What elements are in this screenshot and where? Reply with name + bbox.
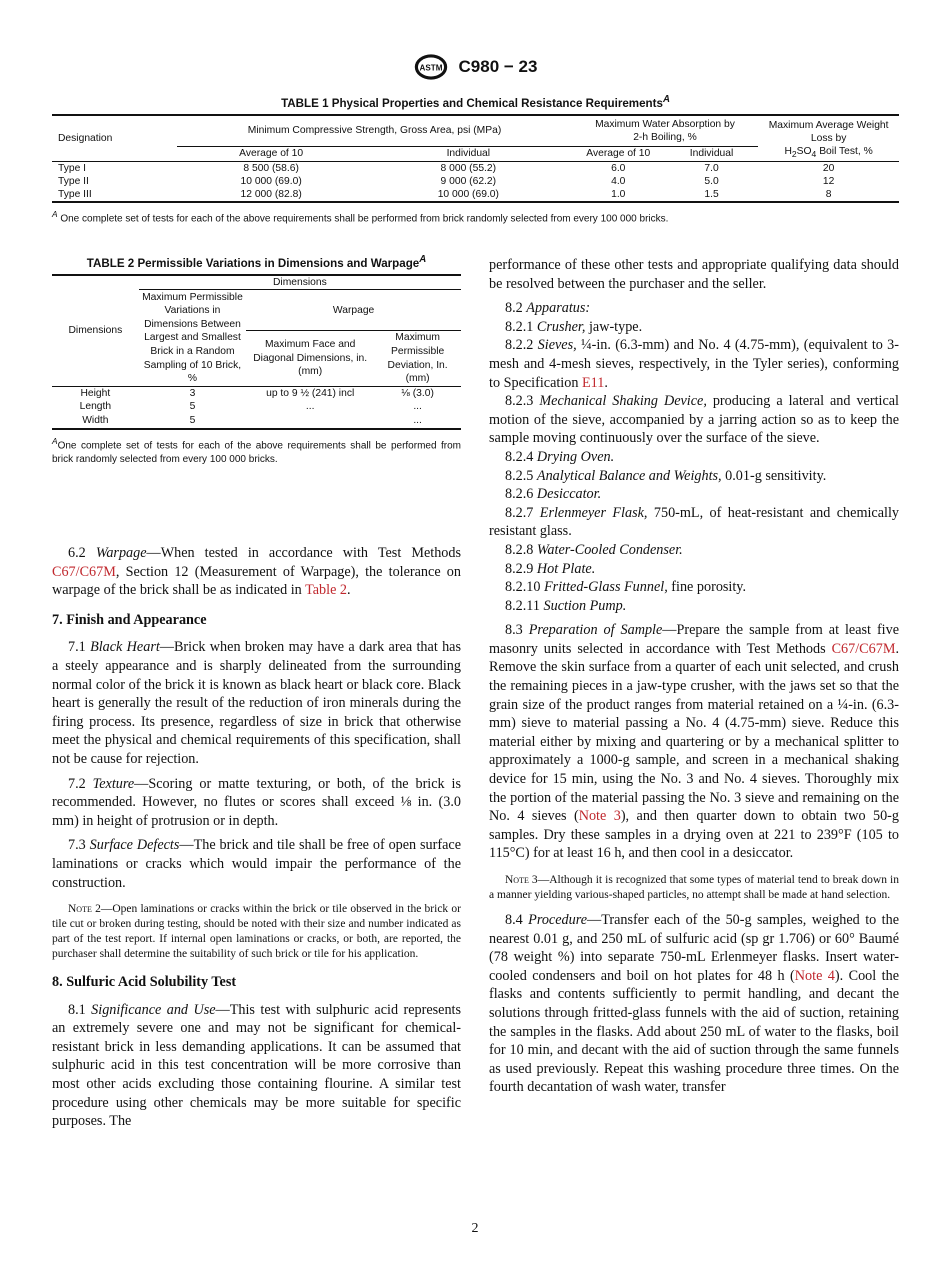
- section-7-heading: 7. Finish and Appearance: [52, 611, 207, 628]
- table-cell: Type III: [58, 188, 92, 200]
- table-cell: 8: [825, 188, 832, 200]
- doc-number: C980 − 23: [458, 57, 538, 76]
- link-c67-b[interactable]: C67/C67M: [831, 640, 896, 657]
- note-2: Note 2—Open laminations or cracks within the brick or tile observed in the brick or tile cut or broken during testing, should be noted with their size and number indicated as part of the test report. If internal open laminations or cracks, or both, are reported, the purchaser shall determine the suitability of such brick or tile for his application.: [52, 903, 461, 961]
- table-1-grid: [52, 114, 899, 203]
- svg-text:ASTM: ASTM: [419, 63, 442, 73]
- table-row: [52, 188, 899, 202]
- table-cell: 8 500 (58.6): [243, 162, 299, 174]
- table-cell: 20: [822, 162, 835, 174]
- t2-head-face-diag: Maximum Face and Diagonal Dimensions, in. (mm): [246, 331, 374, 386]
- t2-head-dimensions: Dimensions: [52, 275, 139, 386]
- table-row: [52, 414, 461, 429]
- table-cell: 3: [189, 387, 196, 399]
- para-8-2-2: 8.2.2 Sieves, ¼-in. (6.3-mm) and No. 4 (4.75-mm), (equivalent to 3-mesh and 4-mesh sieves, respectively, in the Tyler series), conforming to Specification E11.: [489, 337, 899, 391]
- t1-head-designation: Designation: [52, 115, 177, 162]
- para-8-2: 8.2 Apparatus:: [505, 300, 591, 317]
- para-6-2: 6.2 Warpage—When tested in accordance with Test Methods C67/C67M, Section 12 (Measurement of Warpage), the tolerance on warpage of the brick shall be as indicated in Table 2.: [52, 545, 461, 599]
- para-8-2-8: 8.2.8 Water-Cooled Condenser.: [505, 541, 683, 558]
- t2-head-dimensions-group: Dimensions: [139, 275, 461, 290]
- para-8-1: 8.1 Significance and Use—This test with sulphuric acid represents an extremely severe one and may not be significant for chemical-resistant brick in less demanding applications. It can be assumed that sulphuric acid in this test concentration will be more corrosive than most other acids excluding those containing flourine. A similar test procedure using other chemicals may be more suitable for specific purposes. The: [52, 1001, 461, 1130]
- table-2-caption: TABLE 2 Permissible Variations in Dimensions and Warpage$^A$: [86, 254, 427, 270]
- t2-head-max-dev: Maximum Permissible Deviation, In. (mm): [374, 331, 461, 386]
- table-cell: Type I: [58, 162, 87, 174]
- t1-head-weightloss: Maximum Average Weight Loss by $H_2SO_4$ Boil Test, %: [758, 115, 899, 162]
- table-row: [52, 161, 899, 175]
- left-column: [52, 544, 461, 1131]
- t1-head-compressive: Minimum Compressive Strength, Gross Area, psi (MPa): [177, 115, 571, 147]
- para-8-2-1: 8.2.1 Crusher, jaw-type.: [505, 318, 643, 335]
- table-cell: 12 000 (82.8): [240, 188, 302, 200]
- table-row: [52, 386, 461, 400]
- link-table-2[interactable]: Table 2: [305, 582, 348, 599]
- table-cell: 1.5: [704, 188, 719, 200]
- table-row: [52, 175, 899, 188]
- table-cell: Type II: [58, 175, 89, 187]
- link-c67[interactable]: C67/C67M: [52, 563, 116, 580]
- note-3: Note 3—Although it is recognized that some types of material tend to break down in a manner yielding various-shaped particles, no attempt shall be made at hand selection.: [489, 874, 899, 901]
- t1-head-avg-b: Average of 10: [572, 146, 665, 161]
- table-cell: 4.0: [611, 175, 626, 187]
- para-7-3: 7.3 Surface Defects—The brick and tile shall be free of open surface laminations or cracks which would impair the performance of the construction.: [52, 837, 461, 891]
- para-8-2-3: 8.2.3 Mechanical Shaking Device, producing a lateral and vertical motion of the sieve, accompanied by a jarring action so as to keep the sample moving continuously over the surface of the sieve.: [489, 393, 899, 447]
- para-8-2-10: 8.2.10 Fritted-Glass Funnel, fine porosity.: [505, 579, 747, 596]
- table-cell: 12: [822, 175, 835, 187]
- page-header: [0, 52, 950, 82]
- table-cell: Length: [79, 401, 112, 413]
- table-cell: 5: [189, 415, 196, 427]
- table-cell: ...: [413, 415, 422, 427]
- link-note-3[interactable]: Note 3: [578, 808, 621, 825]
- table-cell: 10 000 (69.0): [240, 175, 302, 187]
- table-cell: 8 000 (55.2): [440, 162, 497, 174]
- para-8-2-4: 8.2.4 Drying Oven.: [505, 448, 615, 465]
- link-e11[interactable]: E11: [581, 374, 605, 391]
- t1-head-ind: Individual: [365, 146, 572, 161]
- table-1-footnote: $^A$ One complete set of tests for each of the above requirements shall be performed from brick randomly selected from every 100 000 bricks.: [52, 208, 669, 225]
- table-cell: 5: [189, 401, 196, 413]
- right-column: [489, 256, 899, 1097]
- table-cell: [246, 414, 374, 429]
- table-cell: up to 9 ½ (241) incl: [266, 387, 355, 399]
- table-cell: Height: [80, 387, 111, 399]
- para-8-1-cont: performance of these other tests and appropriate qualifying data should be resolved between the purchaser and the seller.: [489, 257, 899, 292]
- t2-head-warpage: Warpage: [246, 290, 461, 331]
- table-2-footnote: $^A$One complete set of tests for each of the above requirements shall be performed from brick randomly selected from every 100 000 bricks.: [52, 435, 461, 465]
- para-8-2-9: 8.2.9 Hot Plate.: [505, 560, 596, 577]
- table-cell: 9 000 (62.2): [440, 175, 497, 187]
- table-cell: 5.0: [704, 175, 719, 187]
- para-8-4: 8.4 Procedure—Transfer each of the 50-g samples, weighed to the nearest 0.01 g, and 250 mL of sulfuric acid (sp gr 1.706) or 60° Baumé (78 weight %) into separate 750-mL Erlenmeyer flasks. Insert water-cooled condensers and boil on hot plates for 48 h (Note 4). Cool the flasks and contents sufficiently to permit handling, and decant the solutions through fritted-glass funnels with the aid of suction, retaining the samples in the flasks. Add about 250 mL of water to the flasks, boil for 10 min, and decant with the aid of suction through the same funnels as used previously. Repeat this washing procedure three times. On the fourth decantation of wash water, transfer: [489, 912, 899, 1096]
- t1-head-ind-b: Individual: [665, 146, 758, 161]
- table-1-caption: TABLE 1 Physical Properties and Chemical Resistance Requirements$^A$: [281, 94, 670, 110]
- t1-head-avg: Average of 10: [177, 146, 365, 161]
- astm-logo-icon: [413, 52, 449, 82]
- para-8-3: 8.3 Preparation of Sample—Prepare the sample from at least five masonry units selected in accordance with Test Methods C67/C67M. Remove the skin surface from a quarter of each unit selected, and crush the remaining pieces in a jaw-type crusher, with the jaws set so that the grain size of the product ranges from material retained on a ¼-in. (6.3-mm) sieve to material passing a No. 4 (4.75-mm) sieve. Reduce this material either by mixing and quartering or by a mechanical splitter to approximately a 1000-g sample, and screen in a mechanical shaking device for 15 min, using the No. 3 and No. 4 sieves. Thoroughly mix the portion of the material passing the No. 3 sieve and remaining on the No. 4 sieves (Note 3), and then quarter down to obtain two 50-g samples. Dry these samples in a drying oven at 221 to 239°F (105 to 115°C) for at least 16 h, and then cool in a desiccator.: [489, 622, 900, 862]
- t2-head-max-variation: Maximum Permissible Variations in Dimensions Between Largest and Smallest Brick in a Random Sampling of 10 Brick, %: [139, 290, 246, 386]
- table-cell: ...: [305, 401, 315, 413]
- table-cell: 6.0: [611, 162, 626, 174]
- table-1: [52, 94, 899, 226]
- para-7-2: 7.2 Texture—Scoring or matte texturing, or both, of the brick is recommended. However, no flutes or scores shall exceed ⅛ in. (3.0 mm) in height of protrusion or in depth.: [52, 775, 462, 829]
- table-cell: 10 000 (69.0): [437, 188, 499, 200]
- table-cell: ...: [413, 401, 422, 413]
- para-8-2-5: 8.2.5 Analytical Balance and Weights, 0.01-g sensitivity.: [505, 467, 827, 484]
- table-row: [52, 400, 461, 414]
- table-2: [52, 254, 461, 467]
- para-8-2-11: 8.2.11 Suction Pump.: [505, 597, 627, 614]
- link-note-4[interactable]: Note 4: [794, 967, 835, 984]
- table-2-grid: [52, 274, 461, 430]
- para-8-2-7: 8.2.7 Erlenmeyer Flask, 750-mL, of heat-resistant and chemically resistant glass.: [489, 504, 899, 540]
- table-cell: Width: [82, 415, 109, 427]
- table-cell: 1.0: [611, 188, 626, 200]
- t1-head-absorption: Maximum Water Absorption by 2-h Boiling, %: [572, 115, 759, 147]
- section-8-heading: 8. Sulfuric Acid Solubility Test: [52, 974, 237, 991]
- page-number: 2: [471, 1221, 479, 1236]
- para-8-2-6: 8.2.6 Desiccator.: [505, 486, 602, 503]
- table-cell: 7.0: [704, 162, 719, 174]
- para-7-1: 7.1 Black Heart—Brick when broken may have a dark area that has a steely appearance and is sharply delineated from the surrounding normal color of the brick it is known as black heart or black core. Black heart is generally the result of the reduction of iron minerals during the firing process. Its presence, regardless of size in brick that otherwise meet the physical and chemical requirements of this specification, shall not be cause for rejection.: [52, 639, 461, 767]
- table-cell: ⅛ (3.0): [401, 387, 434, 399]
